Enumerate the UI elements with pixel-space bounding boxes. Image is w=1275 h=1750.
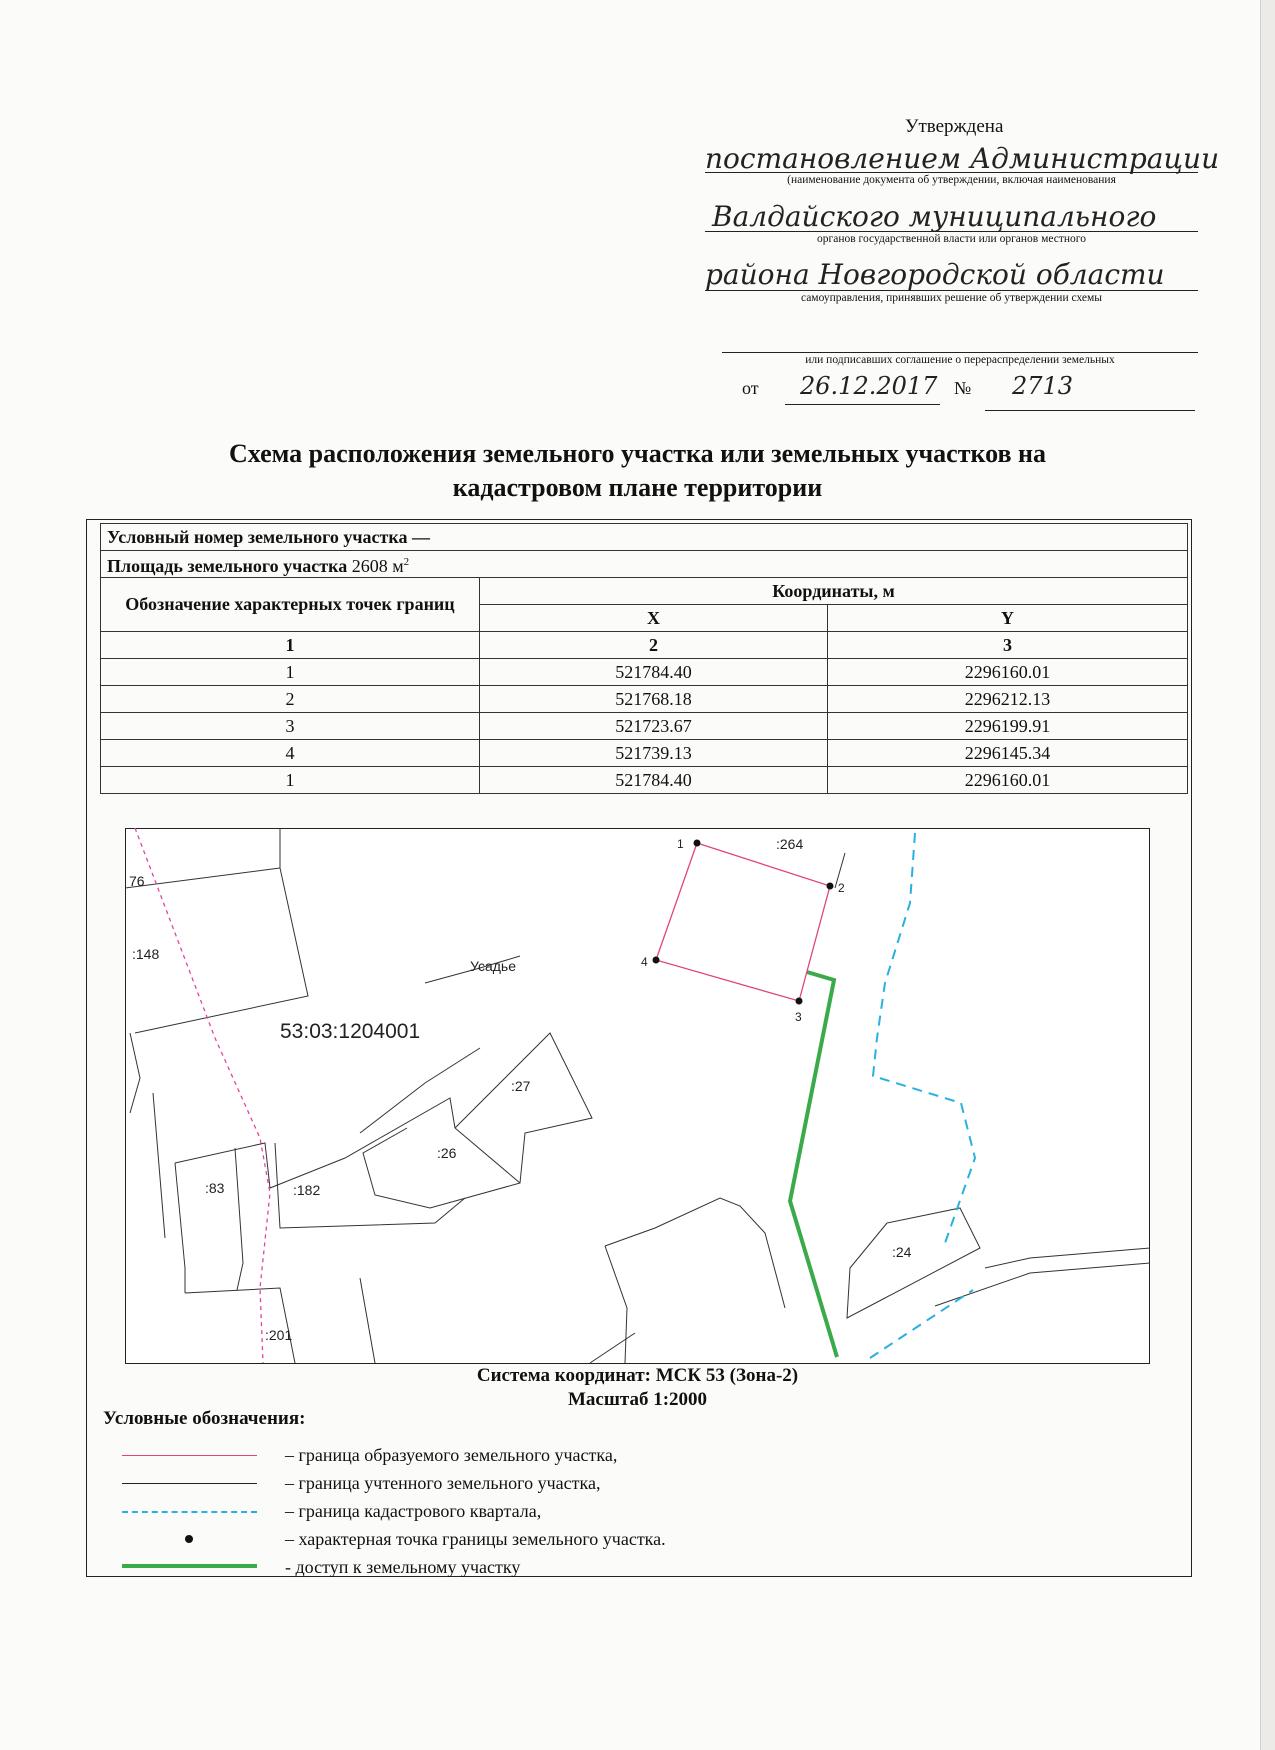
- number-underline: [985, 410, 1195, 411]
- coordinate-system-block: [0, 1364, 1275, 1412]
- approval-underline-2: [705, 231, 1198, 232]
- y-cell: 2296160.01: [828, 767, 1188, 794]
- approval-date: 26.12.2017: [800, 372, 938, 400]
- approval-handwriting-3: района Новгородской области: [705, 258, 1165, 291]
- coords-header: Координаты, м: [480, 578, 1188, 605]
- parcel-label-24: :24: [892, 1244, 912, 1260]
- parcel-label-27: :27: [511, 1078, 531, 1094]
- point-cell: 4: [101, 740, 480, 767]
- approval-number: 2713: [1012, 372, 1074, 400]
- x-cell: 521768.18: [480, 686, 828, 713]
- y-cell: 2296145.34: [828, 740, 1188, 767]
- point-label-2: 2: [838, 881, 845, 895]
- parcel-label-148: :148: [132, 946, 160, 962]
- parcel-label-201: :201: [265, 1327, 293, 1343]
- table-row: [101, 740, 1188, 767]
- col-number-1: 1: [101, 632, 480, 659]
- boundary-point-2: [827, 883, 834, 890]
- approval-underline-1: [705, 172, 1198, 173]
- legend-item-quarter-boundary: [122, 1499, 1022, 1525]
- approval-handwriting-1: постановлением Администрации: [705, 142, 1220, 175]
- y-header: Y: [828, 605, 1188, 632]
- date-prefix: от: [742, 378, 759, 398]
- area-label: Площадь земельного участка: [107, 556, 348, 576]
- number-prefix: №: [954, 378, 972, 398]
- legend-text: – граница кадастрового квартала,: [285, 1501, 542, 1521]
- legend-text: - доступ к земельному участку: [285, 1557, 521, 1577]
- approval-caption-3: самоуправления, принявших решение об утверждении схемы: [800, 292, 1103, 304]
- title-line-2: кадастровом плане территории: [452, 473, 823, 502]
- parcel-label-264: :264: [776, 836, 804, 852]
- conditional-number-label: Условный номер земельного участка: [107, 527, 408, 547]
- legend-black-line: [122, 1483, 257, 1484]
- conditional-number-value: —: [411, 527, 430, 547]
- parcel-label-26: :26: [437, 1145, 457, 1161]
- x-cell: 521723.67: [480, 713, 828, 740]
- area-unit-sup: 2: [403, 556, 410, 568]
- col-number-2: 2: [480, 632, 828, 659]
- approval-handwriting-2: Валдайского муниципального: [712, 200, 1157, 233]
- coordinates-table: [100, 523, 1188, 794]
- parcel-label-83: :83: [205, 1180, 225, 1196]
- legend-green-line: [122, 1564, 257, 1568]
- area-value: 2608 м: [351, 556, 404, 576]
- col-number-3: 3: [828, 632, 1188, 659]
- x-cell: 521784.40: [480, 767, 828, 794]
- y-cell: 2296199.91: [828, 713, 1188, 740]
- map-scale: Масштаб 1:2000: [567, 1389, 708, 1410]
- legend-item-boundary-point: [122, 1527, 1022, 1553]
- parcel-label-182: :182: [293, 1182, 321, 1198]
- point-label-4: 4: [641, 955, 648, 969]
- date-underline: [785, 404, 940, 405]
- table-row: [101, 659, 1188, 686]
- approval-title: Утверждена: [905, 116, 1004, 137]
- title-line-1: Схема расположения земельного участка или земельных участков на: [228, 439, 1047, 468]
- table-row: [101, 767, 1188, 794]
- y-cell: 2296212.13: [828, 686, 1188, 713]
- parcel-label-76: 76: [129, 873, 145, 889]
- cadastral-block-label: 53:03:1204001: [280, 1020, 421, 1043]
- point-cell: 3: [101, 713, 480, 740]
- legend-dot-icon: [185, 1535, 193, 1543]
- approval-caption-1: (наименование документа об утверждении, включая наименования: [787, 174, 1116, 186]
- approval-underline-3: [705, 290, 1198, 291]
- point-label-1: 1: [677, 837, 684, 851]
- approval-underline-4: [722, 352, 1198, 353]
- legend-item-registered-plot: [122, 1471, 1022, 1497]
- x-cell: 521784.40: [480, 659, 828, 686]
- settlement-label: Усадье: [470, 958, 516, 974]
- map-border: [126, 829, 1150, 1364]
- points-header: Обозначение характерных точек границ: [101, 578, 480, 632]
- legend-pink-line: [122, 1455, 257, 1456]
- table-row: [101, 713, 1188, 740]
- point-cell: 1: [101, 659, 480, 686]
- x-cell: 521739.13: [480, 740, 828, 767]
- legend-text: – характерная точка границы земельного участка.: [285, 1529, 666, 1549]
- area-cell: [101, 551, 1188, 578]
- cadastral-map: [125, 828, 1150, 1364]
- coordinate-system: Система координат: МСК 53 (Зона-2): [476, 1365, 799, 1386]
- legend-text: – граница учтенного земельного участка,: [285, 1473, 601, 1493]
- boundary-point-4: [653, 957, 660, 964]
- legend-item-access: [122, 1555, 1022, 1581]
- legend-text: – граница образуемого земельного участка,: [285, 1445, 618, 1465]
- table-row: [101, 686, 1188, 713]
- conditional-number-cell: [101, 524, 1188, 551]
- x-header: X: [480, 605, 828, 632]
- document-title: [0, 437, 1275, 505]
- approval-caption-2: органов государственной власти или органов местного: [817, 233, 1086, 245]
- point-cell: 2: [101, 686, 480, 713]
- approval-caption-4: или подписавших соглашение о перераспределении земельных: [805, 354, 1115, 366]
- boundary-point-1: [694, 840, 701, 847]
- point-cell: 1: [101, 767, 480, 794]
- point-label-3: 3: [795, 1010, 802, 1024]
- boundary-point-3: [796, 998, 803, 1005]
- legend-title: Условные обозначения:: [103, 1408, 306, 1429]
- map-svg: [125, 828, 1150, 1364]
- page-edge: [1260, 0, 1275, 1750]
- legend-item-formed-plot: [122, 1443, 1022, 1469]
- legend-dashed-blue-line: [122, 1511, 257, 1513]
- y-cell: 2296160.01: [828, 659, 1188, 686]
